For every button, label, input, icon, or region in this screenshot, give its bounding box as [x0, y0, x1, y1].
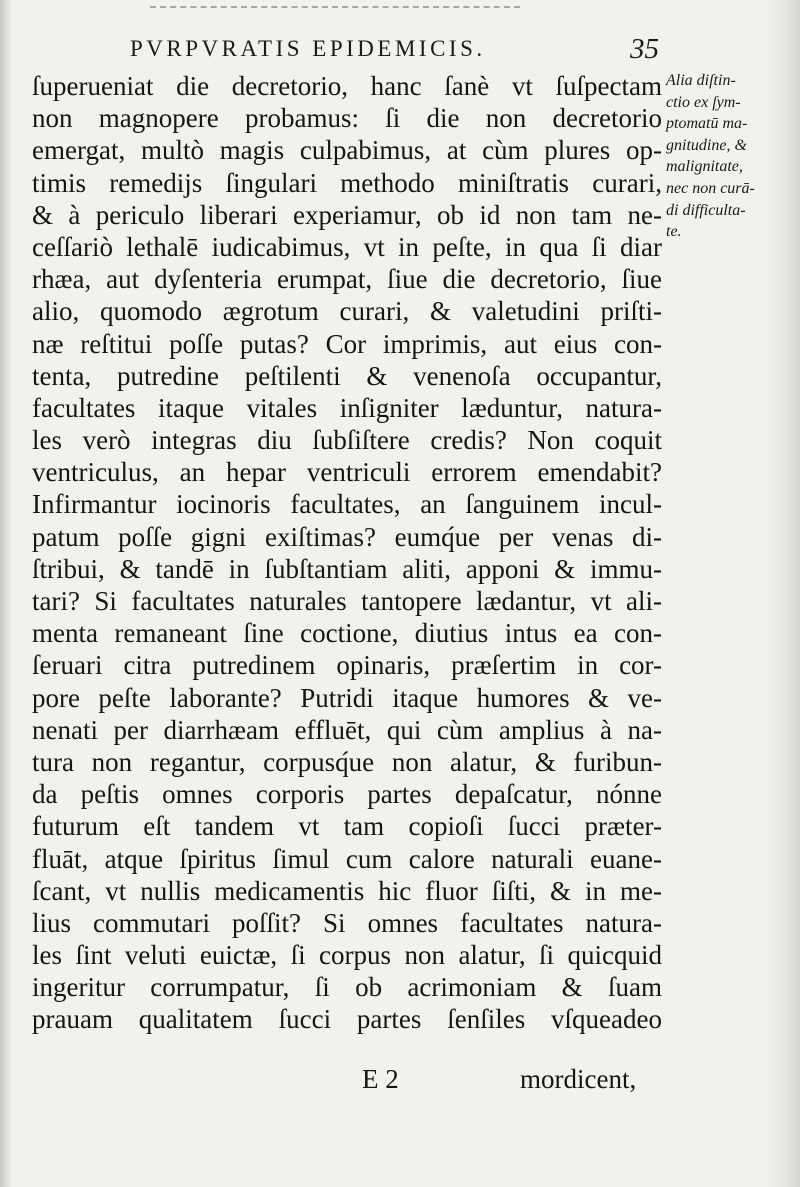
text-line: tari? Si facultates naturales tantopere lædantur, vt ali-	[32, 586, 662, 616]
text-line: patum poſſe gigni exiſtimas? eumq́ue per venas di-	[32, 521, 662, 552]
text-line: facultates itaque vitales inſigniter læduntur, natura-	[32, 392, 662, 423]
text-line: tenta, putredine peſtilenti & venenoſa occupantur,	[32, 360, 662, 391]
text-line: da peſtis omnes corporis partes depaſcatur, nónne	[32, 779, 662, 810]
text-line: non magnopere probamus: ſi die non decretorio	[32, 103, 662, 134]
text-line: rhæa, aut dyſenteria erumpat, ſiue die decretorio, ſiue	[32, 264, 662, 295]
text-line: Infirmantur iocinoris facultates, an ſanguinem incul-	[32, 489, 662, 520]
text-line: ingeritur corrumpatur, ſi ob acrimoniam & ſuam	[32, 972, 662, 1003]
margin-note-line: ptomatū ma-	[666, 115, 748, 133]
text-line: alio, quomodo ægrotum curari, & valetudini priſti-	[32, 296, 662, 327]
margin-note-line: te.	[666, 223, 682, 241]
text-line: menta remaneant ſine coctione, diutius intus ea con-	[32, 618, 662, 649]
text-line: ſeruari citra putredinem opinaris, præſertim in cor-	[32, 650, 662, 681]
text-line: pore peſte laborante? Putridi itaque humores & ve-	[32, 682, 662, 713]
text-line: tura non regantur, corpusq́ue non alatur, & furibun-	[32, 746, 662, 777]
text-line: les verò integras diu ſubſiſtere credis? Non coquit	[32, 425, 662, 456]
text-line: ſcant, vt nullis medicamentis hic fluor ſiſti, & in me-	[32, 875, 662, 906]
margin-note-line: Alia diſtin-	[666, 72, 736, 89]
text-line: les ſint veluti euictæ, ſi corpus non alatur, ſi quicquid	[32, 940, 662, 971]
catchword: mordicent,	[520, 1064, 637, 1094]
text-line: ceſſariò lethalē iudicabimus, vt in peſte, in qua ſi diar	[32, 231, 662, 262]
text-line: fluāt, atque ſpiritus ſimul cum calore naturali euane-	[32, 843, 662, 874]
text-line: prauam qualitatem ſucci partes ſenſiles vſqueadeo	[32, 1004, 662, 1035]
text-line: lius commutari poſſit? Si omnes facultates natura-	[32, 907, 662, 938]
running-head: PVRPVRATIS EPIDEMICIS.	[130, 36, 486, 61]
text-line: nenati per diarrhæam effluēt, qui cùm amplius à na-	[32, 714, 662, 745]
text-line: futurum eſt tandem vt tam copioſi ſucci præter-	[32, 811, 662, 842]
text-line: næ reſtitui poſſe putas? Cor imprimis, aut eius con-	[32, 328, 662, 359]
text-line: ſtribui, & tandē in ſubſtantiam aliti, apponi & immu-	[32, 553, 662, 584]
top-rule	[150, 6, 520, 8]
margin-note-line: malignitate,	[666, 158, 743, 176]
text-line: timis remedijs ſingulari methodo miniſtratis curari,	[32, 167, 662, 198]
text-line: ſuperueniat die decretorio, hanc ſanè vt ſuſpectam	[32, 71, 662, 101]
margin-note-line: gnitudine, &	[666, 136, 747, 154]
text-line: emergat, multò magis culpabimus, at cùm plures op-	[32, 135, 662, 166]
main-text-block	[32, 70, 662, 1036]
page-gutter-shadow	[0, 0, 12, 1187]
margin-note	[666, 70, 792, 243]
margin-note-line: nec non curā-	[666, 179, 755, 197]
margin-note-line: ctio ex ſym-	[666, 93, 741, 111]
margin-note-line: di difficulta-	[666, 201, 746, 219]
signature-mark: E 2	[362, 1064, 399, 1094]
text-line: & à periculo liberari experiamur, ob id non tam ne-	[32, 199, 662, 230]
page-number: 35	[630, 33, 659, 65]
text-line: ventriculus, an hepar ventriculi errorem emendabit?	[32, 457, 662, 488]
